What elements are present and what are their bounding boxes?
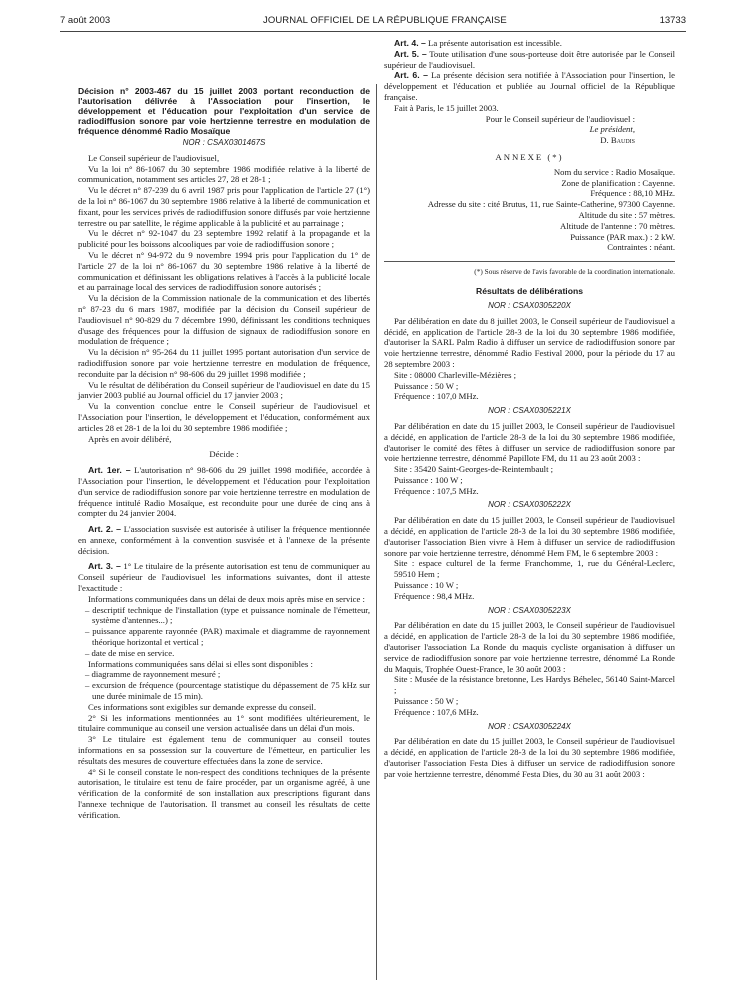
article-5-label: Art. 5. – (394, 48, 427, 59)
article-3 (78, 561, 370, 593)
decision-nor-text: NOR : CSAX0301467S (182, 138, 266, 147)
visa-line: Vu la décision de la Commission nationale de la communication et des libertés n° 87-23 du 6 mars 1987, modifiée par la décision du Conseil supérieur de l'audiovisuel n° 90-829 du 7 décembre 1990, définissant les conditions techniques d'usage des fréquences pour la diffusion de signaux de radiodiffusion sonore en modulation de fréquence ; (78, 293, 370, 347)
annexe-line: Altitude de l'antenne : 70 mètres. (560, 220, 675, 231)
signature-line-2 (384, 124, 675, 135)
article-3-para-2: 2° Si les informations mentionnées au 1° sont modifiées ultérieurement, le titulaire communique au conseil une version actualisée dans un délai d'un mois. (78, 712, 370, 734)
annexe-line: Puissance (PAR max.) : 2 kW. (570, 231, 675, 242)
annexe-footnote: (*) Sous réserve de l'avis favorable de la coordination internationale. (384, 261, 675, 276)
visa-line: Vu le résultat de délibération du Conseil supérieur de l'audiovisuel en date du 15 janvier 2003 publié au Journal officiel du 17 janvier 2003 ; (78, 379, 370, 401)
right-column (384, 38, 675, 780)
list-item: – descriptif technique de l'installation (type et puissance nominale de l'émetteur, système d'antennes...) ; (92, 605, 370, 627)
deliberation-item (384, 500, 675, 601)
deliberation-nor (384, 722, 675, 733)
article-3-text: 1° Le titulaire de la présente autorisation est tenu de communiquer au Conseil supérieur de l'audiovisuel les informations suivantes, dont il atteste l'exactitude : (78, 561, 371, 594)
signature-title: Le président, (589, 124, 635, 135)
deliberation-nor-text: NOR : CSAX0305222X (488, 500, 571, 510)
article-3-end: Ces informations sont exigibles sur demande expresse du conseil. (88, 701, 317, 712)
deliberation-detail: Site : espace culturel de la ferme Franchomme, 1, rue du Général-Leclerc, 59510 Hem ; (394, 558, 675, 580)
annexe-title: ANNEXE (*) (495, 151, 564, 162)
article-5-text: Toute utilisation d'une sous-porteuse doit être autorisée par le Conseil supérieur de l'audiovisuel. (384, 48, 676, 70)
article-6-label: Art. 6. – (394, 70, 428, 81)
deliberation-detail: Fréquence : 98,4 MHz. (394, 590, 475, 601)
deliberation-text: Par délibération en date du 15 juillet 2003, le Conseil supérieur de l'audiovisuel a décidé, en application de l'article 28-3 de la loi du 30 septembre 1986 modifiée, d'autoriser l'association Bien vivre à Hem à diffuser un service de radiodiffusion sonore par voie hertzienne terrestre, dénommé Hem FM, le 6 septembre 2003 : (384, 515, 675, 558)
deliberation-item (384, 301, 675, 402)
signature-name: D. Baudis (600, 135, 635, 146)
article-1-label: Art. 1er. – (88, 465, 131, 476)
list-item: – excursion de fréquence (pourcentage statistique du dépassement de 75 kHz sur une durée minimale de 15 min). (92, 680, 370, 702)
issue-date: 7 août 2003 (60, 14, 111, 26)
visa-line: Après en avoir délibéré, (88, 433, 172, 444)
page-number: 13733 (659, 14, 686, 26)
article-2-label: Art. 2. – (88, 524, 121, 535)
annexe-line: Nom du service : Radio Mosaïque. (553, 166, 675, 177)
place-date: Fait à Paris, le 15 juillet 2003. (394, 102, 499, 113)
article-3-para-3: 3° Le titulaire est également tenu de communiquer au conseil toutes informations en sa possession sur la couverture de l'émetteur, en particulier les résultats des mesures de couverture effectuées dans la zone de service. (78, 734, 370, 766)
left-column (78, 38, 370, 821)
deliberation-detail: Site : Musée de la résistance bretonne, Les Hardys Béhelec, 56140 Saint-Marcel ; (394, 674, 675, 696)
decide-heading: Décide : (209, 449, 239, 460)
deliberation-detail: Site : 35420 Saint-Georges-de-Reintembault ; (394, 464, 554, 475)
deliberation-nor-text: NOR : CSAX0305221X (488, 406, 571, 416)
deliberation-nor (384, 301, 675, 312)
visa-line: Vu le décret n° 94-972 du 9 novembre 1994 pris pour l'application du 1° de l'article 27 de la loi n° 86-1067 du 30 septembre 1986 relative à la liberté de communication et définissant les obligations relatives à l'accès à la publicité locale et au parrainage local des services de radiodiffusion sonore autorisés ; (78, 249, 370, 293)
article-6 (384, 70, 675, 102)
deliberation-detail: Fréquence : 107,0 MHz. (394, 391, 479, 402)
deliberation-nor-text: NOR : CSAX0305223X (488, 605, 571, 615)
deliberation-text: Par délibération en date du 8 juillet 2003, le Conseil supérieur de l'audiovisuel a décidé, en application de l'article 28-3 de la loi du 30 septembre 1986 modifiée, d'autoriser la SARL Palm Radio à diffuser un service de radiodiffusion sonore par voie hertzienne terrestre, dénommé Radio Festival 2000, pour la période du 17 au 28 septembre 2003 : (384, 315, 675, 369)
deliberation-item (384, 606, 675, 718)
visas-block (78, 153, 370, 445)
deliberation-detail: Fréquence : 107,6 MHz. (394, 706, 479, 717)
article-3-list-1 (78, 605, 370, 659)
article-2-text: L'association susvisée est autorisée à utiliser la fréquence mentionnée en annexe, conformément à la convention susvisée et à l'annexe de la présente décision. (78, 524, 370, 556)
article-6-text: La présente décision sera notifiée à l'Association pour l'insertion, le développement et l'éducation et publiée au Journal officiel de la République française. (384, 70, 675, 102)
article-4-label: Art. 4. – (394, 38, 426, 48)
deliberation-nor (384, 500, 675, 511)
decision-nor (78, 138, 370, 149)
annexe-line: Contraintes : néant. (607, 242, 675, 253)
visa-line: Vu le décret n° 92-1047 du 23 septembre 1992 relatif à la propagande et la publicité pour les boissons alcooliques par voie de radiodiffusion sonore ; (78, 228, 370, 250)
article-3-label: Art. 3. – (88, 561, 121, 572)
resultats-title: Résultats de délibérations (476, 286, 583, 297)
deliberation-text: Par délibération en date du 15 juillet 2003, le Conseil supérieur de l'audiovisuel a décidé, en application de l'article 28-3 de la loi du 30 septembre 1986 modifiée, d'autoriser l'association La Ronde du maquis cycliste organisation à diffuser un service de radiodiffusion sonore par voie hertzienne terrestre, dénommé La Ronde du Maquis, Trophée Ouest-France, le 30 août 2003 : (384, 620, 675, 674)
deliberation-text: Par délibération en date du 15 juillet 2003, le Conseil supérieur de l'audiovisuel a décidé, en application de l'article 28-3 de la loi du 30 septembre 1986 modifiée, d'autoriser le comité des fêtes à diffuser un service de radiodiffusion sonore par voie hertzienne terrestre, dénommé Papillote FM, du 11 au 23 août 2003 : (384, 420, 675, 464)
list-item: – date de mise en service. (92, 648, 370, 659)
deliberation-nor-text: NOR : CSAX0305220X (488, 300, 571, 310)
visa-line: Vu la loi n° 86-1067 du 30 septembre 1986 modifiée relative à la liberté de communication, notamment ses articles 27, 28 et 28-1 ; (78, 163, 370, 185)
article-5 (384, 49, 675, 71)
list-item: – diagramme de rayonnement mesuré ; (92, 669, 370, 680)
deliberation-nor (384, 406, 675, 417)
annexe-lines (384, 167, 675, 253)
deliberation-detail: Site : 08000 Charleville-Mézières ; (394, 369, 517, 380)
deliberation-detail: Fréquence : 107,5 MHz. (394, 485, 479, 496)
annexe-line: Zone de planification : Cayenne. (561, 177, 675, 188)
visa-line: Vu la convention conclue entre le Conseil supérieur de l'audiovisuel et l'Association pour l'insertion, le développement et l'éducation, conformément aux articles 28 et 28-1 de la loi du 30 septembre 1986 modifiée ; (78, 401, 370, 433)
annexe-line: Altitude du site : 57 mètres. (578, 209, 675, 220)
deliberation-item (384, 406, 675, 496)
deliberation-nor (384, 606, 675, 617)
deliberation-detail: Puissance : 10 W ; (394, 580, 459, 591)
article-1 (78, 465, 370, 519)
article-2 (78, 524, 370, 556)
journal-title: JOURNAL OFFICIEL DE LA RÉPUBLIQUE FRANÇAISE (262, 14, 507, 26)
deliberation-detail: Puissance : 100 W ; (394, 474, 463, 485)
header-rule (60, 31, 686, 32)
article-3-info-1: Informations communiquées dans un délai de deux mois après mise en service : (88, 593, 365, 604)
visa-line: Le Conseil supérieur de l'audiovisuel, (88, 152, 220, 163)
column-separator (376, 84, 377, 980)
article-3-info-2: Informations communiquées sans délai si elles sont disponibles : (88, 658, 313, 669)
list-item: – puissance apparente rayonnée (PAR) maximale et diagramme de rayonnement théorique horizontal et vertical ; (92, 626, 370, 648)
deliberation-nor-text: NOR : CSAX0305224X (488, 721, 571, 731)
article-1-text: L'autorisation n° 98-606 du 29 juillet 1998 modifiée, accordée à l'Association pour l'insertion, le développement et l'éducation pour l'exploitation d'un service de radiodiffusion sonore par voie hertzienne terrestre en modulation de fréquence intitulé Radio Mosaïque, est reconduite pour une durée de cinq ans à compter du 24 janvier 2004. (78, 465, 370, 519)
visa-line: Vu la décision n° 95-264 du 11 juillet 1995 portant autorisation d'un service de radiodiffusion sonore par voie hertzienne terrestre en modulation de fréquence, reconduite par la décision n° 98-606 du 29 juillet 1998 modifiée ; (78, 347, 370, 379)
visa-line: Vu le décret n° 87-239 du 6 avril 1987 pris pour l'application de l'article 27 (1°) de la loi n° 86-1067 du 30 septembre 1986 relative à la liberté de communication et fixant, pour les services privés de radiodiffusion sonore diffusés par voie hertzienne terrestre ou par satellite, le régime applicable à la publicité et au parrainage ; (78, 185, 370, 228)
deliberation-detail: Puissance : 50 W ; (394, 696, 459, 707)
page-header (60, 12, 686, 28)
annexe-line: Fréquence : 88,10 MHz. (590, 188, 675, 199)
article-3-list-2 (78, 669, 370, 701)
deliberation-item (384, 722, 675, 780)
article-4-text: La présente autorisation est incessible. (428, 38, 562, 48)
deliberation-detail: Puissance : 50 W ; (394, 380, 459, 391)
signature-line-1: Pour le Conseil supérieur de l'audiovisuel : (485, 113, 635, 124)
article-3-para-4: 4° Si le conseil constate le non-respect des conditions techniques de la présente autorisation, le titulaire est tenu de faire procéder, par un organisme agréé, à une vérification de la conformité de son installation aux prescriptions figurant dans l'annexe technique de l'autorisation. Il transmet au conseil les résultats de cette vérification. (78, 766, 370, 820)
article-4 (384, 38, 675, 49)
annexe-line: Adresse du site : cité Brutus, 11, rue Sainte-Catherine, 97300 Cayenne. (427, 199, 675, 210)
deliberation-text: Par délibération en date du 15 juillet 2003, le Conseil supérieur de l'audiovisuel a décidé, en application de l'article 28-3 de la loi du 30 septembre 1986 modifiée, d'autoriser l'association Festa Dies à diffuser un service de radiodiffusion sonore par voie hertzienne terrestre, dénommé Festa Dies, du 30 au 31 août 2003 : (384, 736, 675, 779)
decision-title: Décision n° 2003-467 du 15 juillet 2003 portant reconduction de l'autorisation délivrée à l'Association pour l'insertion, le développement et l'éducation pour l'exploitation d'un service de radiodiffusion sonore par voie hertzienne terrestre en modulation de fréquence dénommé Radio Mosaïque (78, 86, 370, 136)
